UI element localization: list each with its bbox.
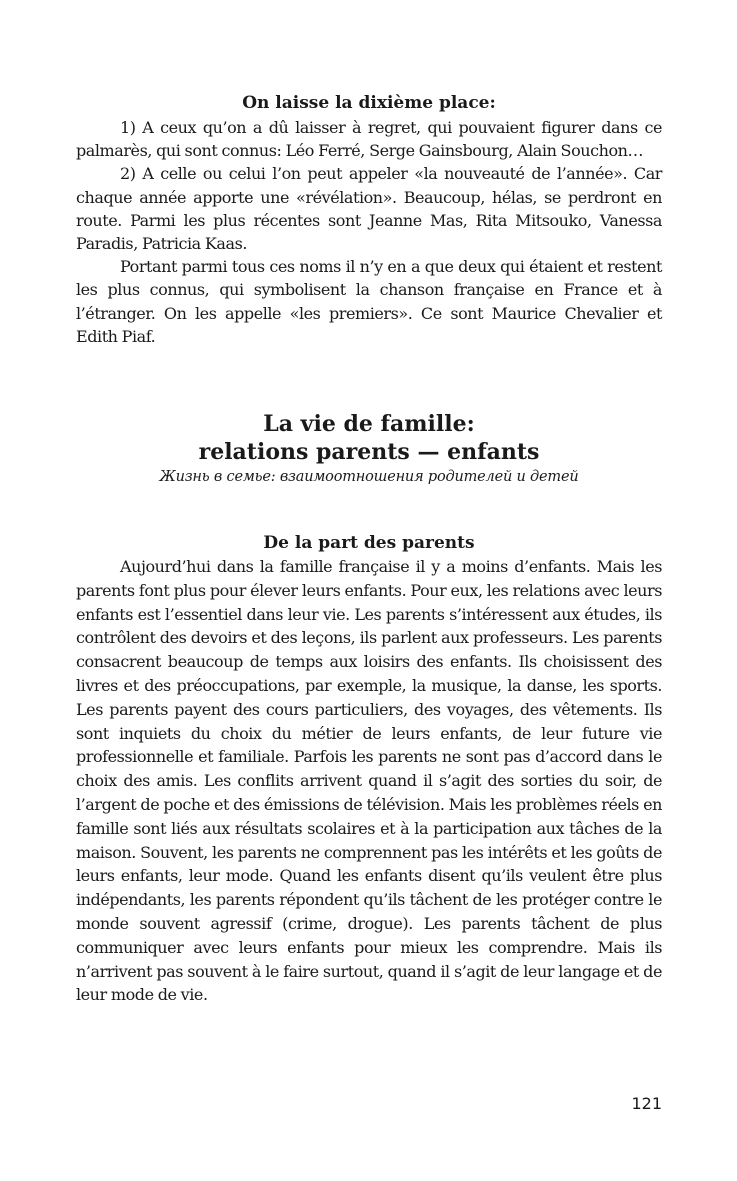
chapter-title-line: La vie de famille: bbox=[263, 411, 475, 438]
chapter-subtitle: Жизнь в семье: взаимоотношения родителей и детей bbox=[159, 469, 579, 486]
page-number: 121 bbox=[631, 1094, 662, 1113]
page-content bbox=[76, 92, 662, 1007]
paragraph: Portant parmi tous ces noms il n’y en a que deux qui étaient et restent les plus connus, qui symbolisent la chanson française en France et à l’étranger. On les appelle «les premiers». Ce sont Maurice Chevalier et Edith Piaf. bbox=[76, 257, 662, 346]
section-dixieme-place bbox=[76, 92, 662, 348]
chapter-title-line: relations parents — enfants bbox=[198, 439, 540, 466]
paragraph: 2) A celle ou celui l’on peut appeler «la nouveauté de l’année». Car chaque année apporte une «révélation». Beaucoup, hélas, se perdront en route. Parmi les plus récentes sont Jeanne Mas, Rita Mitsouko, Vanessa Paradis, Patricia Kaas. bbox=[76, 164, 662, 254]
chapter-title bbox=[76, 410, 662, 466]
section-heading: De la part des parents bbox=[263, 533, 475, 554]
section-heading: On laisse la dixième place: bbox=[242, 93, 496, 113]
section-part-des-parents bbox=[76, 532, 662, 1007]
paragraph: Aujourd’hui dans la famille française il y a moins d’enfants. Mais les parents font plus pour élever leurs enfants. Pour eux, les relations avec leurs enfants est l’essentiel dans leur vie. Les parents s’intéressent aux études, ils contrôlent des devoirs et des leçons, ils parlent aux professeurs. Les parents consacrent beaucoup de temps aux loisirs des enfants. Ils choisissent des livres et des préoccupations, par exemple, la musique, la danse, les sports. Les parents payent des cours particuliers, des voyages, des vêtements. Ils sont inquiets du choix du métier de leurs enfants, de leur future vie professionnelle et familiale. Parfois les parents ne sont pas d’accord dans le choix des amis. Les conflits arrivent quand il s’agit des sorties du soir, de l’argent de poche et des émissions de télévision. Mais les problèmes réels en famille sont liés aux résultats scolaires et à la participation aux tâches de la maison. Souvent, les parents ne comprennent pas les intérêts et les goûts de leurs enfants, leur mode. Quand les enfants disent qu’ils veulent être plus indépendants, les parents répondent qu’ils tâchent de les protéger contre le monde souvent agressif (crime, drogue). Les parents tâchent de plus communiquer avec leurs enfants pour mieux les comprendre. Mais ils n’arrivent pas souvent à le faire surtout, quand il s’agit de leur langage et de leur mode de vie. bbox=[76, 557, 662, 1005]
paragraph: 1) A ceux qu’on a dû laisser à regret, qui pouvaient figurer dans ce palmarès, qui sont connus: Léo Ferré, Serge Gainsbourg, Alain Souchon… bbox=[76, 118, 662, 161]
